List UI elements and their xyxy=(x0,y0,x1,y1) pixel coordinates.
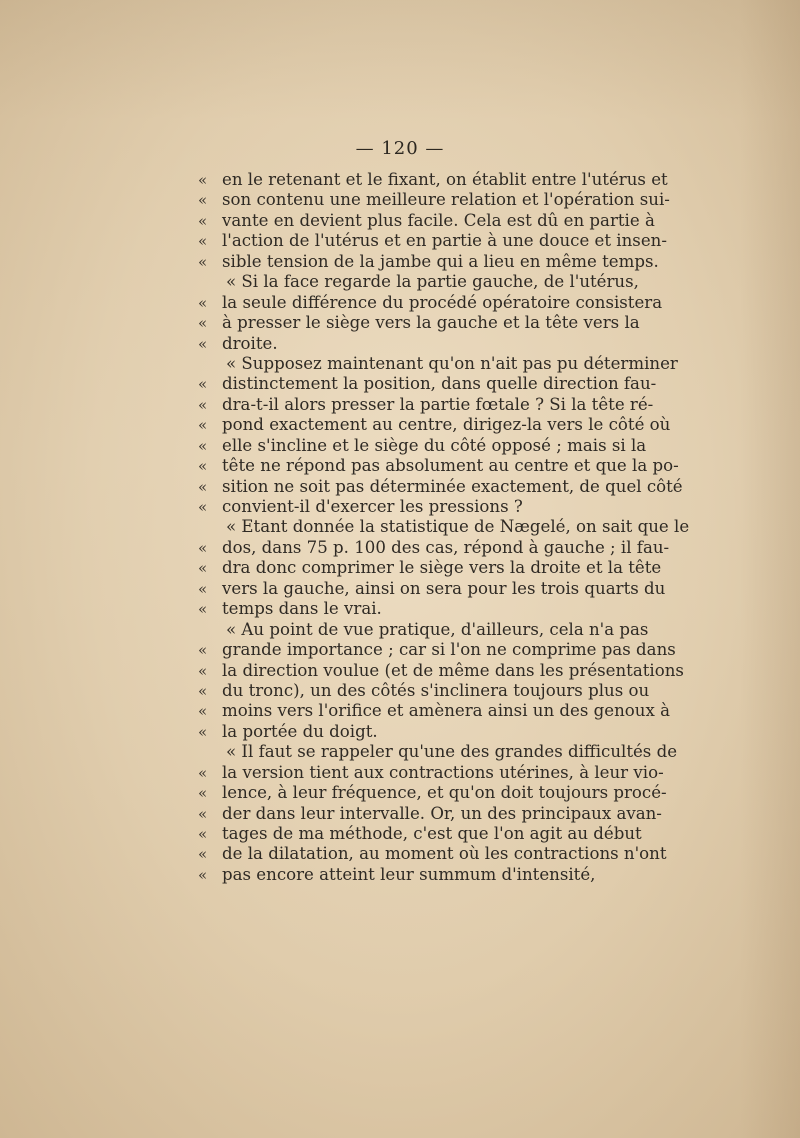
line-text: la seule différence du procédé opératoire consistera xyxy=(222,292,663,312)
quote-mark: « xyxy=(198,661,208,680)
line-text: « Au point de vue pratique, d'ailleurs, cela n'a pas xyxy=(226,619,649,639)
text-line xyxy=(0,824,800,844)
text-line xyxy=(0,456,800,476)
quote-mark: « xyxy=(198,477,208,496)
body-text xyxy=(0,170,800,885)
text-line xyxy=(0,415,800,435)
text-line xyxy=(0,640,800,660)
text-line xyxy=(0,783,800,803)
quote-mark: « xyxy=(198,825,208,843)
text-line xyxy=(0,865,800,885)
quote-mark: « xyxy=(198,804,208,823)
text-line xyxy=(0,661,800,681)
text-line xyxy=(0,231,800,251)
text-line xyxy=(0,374,800,394)
line-text: temps dans le vrai. xyxy=(222,599,382,619)
line-text: convient-il d'exercer les pressions ? xyxy=(222,497,523,516)
quote-mark: « xyxy=(198,600,208,619)
text-line xyxy=(0,334,800,354)
quote-mark: « xyxy=(198,436,208,455)
quote-mark: « xyxy=(198,845,208,864)
text-line xyxy=(0,681,800,701)
line-text: sible tension de la jambe qui a lieu en même temps. xyxy=(222,251,659,271)
quote-mark: « xyxy=(198,784,208,803)
text-line xyxy=(0,477,800,497)
line-text: vante en devient plus facile. Cela est dû en partie à xyxy=(222,210,655,230)
quote-mark: « xyxy=(198,579,208,598)
quote-mark: « xyxy=(198,334,208,353)
line-text: droite. xyxy=(222,333,278,353)
text-line xyxy=(0,579,800,599)
text-line xyxy=(0,354,800,374)
line-text: dos, dans 75 p. 100 des cas, répond à gauche ; il fau- xyxy=(222,537,670,557)
quote-mark: « xyxy=(198,681,208,700)
text-line xyxy=(0,620,800,640)
line-text: dra donc comprimer le siège vers la droite et la tête xyxy=(222,558,662,578)
line-text: à presser le siège vers la gauche et la tête vers la xyxy=(222,313,640,333)
text-line xyxy=(0,804,800,824)
line-text: pond exactement au centre, dirigez-la vers le côté où xyxy=(222,415,671,435)
line-text: der dans leur intervalle. Or, un des principaux avan- xyxy=(222,803,662,823)
line-text: en le retenant et le fixant, on établit entre l'utérus et xyxy=(222,170,668,189)
quote-mark: « xyxy=(198,171,208,189)
text-line xyxy=(0,252,800,272)
line-text: tête ne répond pas absolument au centre et que la po- xyxy=(222,456,679,476)
quote-mark: « xyxy=(198,211,208,230)
quote-mark: « xyxy=(198,457,208,476)
text-line xyxy=(0,190,800,210)
line-text: vers la gauche, ainsi on sera pour les trois quarts du xyxy=(222,578,666,598)
text-line xyxy=(0,844,800,864)
text-line xyxy=(0,742,800,762)
text-line xyxy=(0,763,800,783)
line-text: lence, à leur fréquence, et qu'on doit toujours procé- xyxy=(222,783,667,803)
line-text: la portée du doigt. xyxy=(222,721,378,741)
line-text: sition ne soit pas déterminée exactement, de quel côté xyxy=(222,476,683,496)
line-text: de la dilatation, au moment où les contractions n'ont xyxy=(222,844,667,864)
line-text: son contenu une meilleure relation et l'opération sui- xyxy=(222,190,670,210)
line-text: moins vers l'orifice et amènera ainsi un des genoux à xyxy=(222,701,670,721)
text-line xyxy=(0,517,800,537)
line-text: « Il faut se rappeler qu'une des grandes difficultés de xyxy=(226,742,678,762)
line-text: la direction voulue (et de même dans les présentations xyxy=(222,660,684,680)
line-text: pas encore atteint leur summum d'intensité, xyxy=(222,864,596,884)
text-line xyxy=(0,497,800,517)
quote-mark: « xyxy=(198,641,208,660)
line-text: du tronc), un des côtés s'inclinera toujours plus ou xyxy=(222,680,650,700)
quote-mark: « xyxy=(198,314,208,333)
line-text: « Si la face regarde la partie gauche, de l'utérus, xyxy=(226,272,639,292)
text-line xyxy=(0,395,800,415)
quote-mark: « xyxy=(198,191,208,210)
text-line xyxy=(0,313,800,333)
line-text: l'action de l'utérus et en partie à une douce et insen- xyxy=(222,231,667,251)
quote-mark: « xyxy=(198,293,208,312)
text-line xyxy=(0,293,800,313)
text-line xyxy=(0,701,800,721)
quote-mark: « xyxy=(198,702,208,721)
line-text: « Supposez maintenant qu'on n'ait pas pu déterminer xyxy=(226,353,678,373)
text-line xyxy=(0,211,800,231)
line-text: « Etant donnée la statistique de Nægelé, on sait que le xyxy=(226,517,690,537)
quote-mark: « xyxy=(198,498,208,516)
quote-mark: « xyxy=(198,375,208,394)
text-line xyxy=(0,722,800,742)
quote-mark: « xyxy=(198,763,208,782)
line-text: distinctement la position, dans quelle direction fau- xyxy=(222,374,657,394)
quote-mark: « xyxy=(198,416,208,435)
page-number: — 120 — xyxy=(355,138,445,159)
quote-mark: « xyxy=(198,559,208,578)
text-line xyxy=(0,272,800,292)
quote-mark: « xyxy=(198,538,208,557)
quote-mark: « xyxy=(198,252,208,271)
text-line xyxy=(0,170,800,190)
quote-mark: « xyxy=(198,232,208,251)
line-text: dra-t-il alors presser la partie fœtale ? Si la tête ré- xyxy=(222,394,654,414)
quote-mark: « xyxy=(198,722,208,741)
text-line xyxy=(0,558,800,578)
line-text: la version tient aux contractions utérines, à leur vio- xyxy=(222,762,664,782)
line-text: tages de ma méthode, c'est que l'on agit au début xyxy=(222,824,642,843)
quote-mark: « xyxy=(198,865,208,884)
text-line xyxy=(0,436,800,456)
line-text: grande importance ; car si l'on ne comprime pas dans xyxy=(222,640,676,660)
quote-mark: « xyxy=(198,395,208,414)
line-text: elle s'incline et le siège du côté opposé ; mais si la xyxy=(222,435,647,455)
text-line xyxy=(0,599,800,619)
page-shadow-top xyxy=(0,0,800,120)
text-line xyxy=(0,538,800,558)
